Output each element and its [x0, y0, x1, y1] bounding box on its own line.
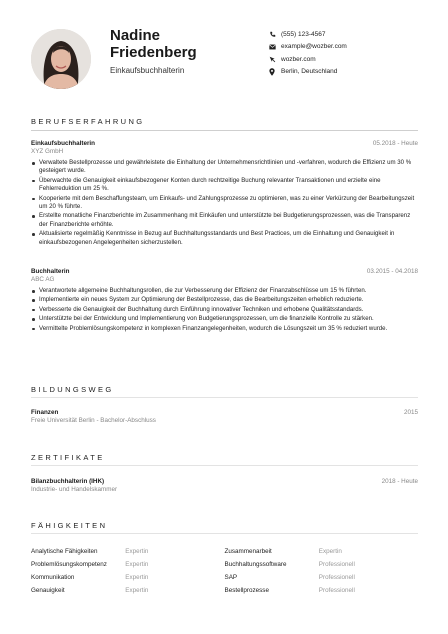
list-item: Unterstützte bei der Entwicklung und Implementierung von Budgetierungsprozessen, um die finanzielle Kontrolle zu stärken. — [39, 315, 418, 323]
section-title-education: BILDUNGSWEG — [31, 385, 114, 394]
profile-photo — [31, 29, 91, 89]
contact-phone[interactable] — [267, 28, 437, 41]
list-item: Verwaltete Bestellprozesse und gewährleistete die Einhaltung der Unternehmensrichtlinien und -verfahren, wodurch die Effizienz um 30 % gesteigert wurde. — [39, 159, 418, 176]
list-item: Überwachte die Genauigkeit einkaufsbezogener Konten durch rechtzeitige Buchung relevanter Transaktionen und erzielte eine Fehlerreduktion um 25 %. — [39, 177, 418, 194]
education-institution: Freie Universität Berlin - Bachelor-Abschluss — [31, 417, 156, 424]
section-divider — [31, 533, 418, 534]
skill-level: Expertin — [125, 548, 149, 555]
experience-company: ABC AG — [31, 276, 55, 283]
skill-name: Zusammenarbeit — [224, 548, 272, 555]
skill-row — [31, 584, 418, 597]
skill-level: Expertin — [125, 574, 149, 581]
name-first: Nadine — [110, 27, 161, 44]
experience-company: XYZ GmbH — [31, 148, 64, 155]
list-item: Erstellte monatliche Finanzberichte im Zusammenhang mit Einkäufen und unterstützte bei Budgetierungsprozessen, was die Transparenz der Finanzberichte erhöhte. — [39, 212, 418, 229]
education-entry — [31, 409, 418, 424]
skill-row — [31, 571, 418, 584]
list-item: Aktualisierte regelmäßig Kenntnisse in Bezug auf Buchhaltungsstandards und Best Practices, um die Einhaltung und Genauigkeit in einkaufsbezogenen Angelegenheiten sicherzustellen. — [39, 230, 418, 247]
section-title-experience: BERUFSERFAHRUNG — [31, 117, 145, 126]
list-item: Implementierte ein neues System zur Optimierung der Bestellprozesse, das die Bearbeitungszeiten erheblich reduzierte. — [39, 296, 418, 304]
list-item: Vermittelte Problemlösungskompetenz in komplexen Finanzangelegenheiten, wodurch die Lösungszeit um 35 % reduziert wurde. — [39, 325, 418, 333]
section-divider — [31, 465, 418, 466]
experience-bullets — [31, 159, 418, 247]
name-last: Friedenberg — [110, 44, 197, 61]
skills-grid — [31, 545, 418, 597]
experience-entry — [31, 268, 418, 334]
contact-website-text: wozber.com — [281, 55, 316, 63]
skill-level: Professionell — [318, 561, 355, 568]
contact-list — [267, 28, 437, 78]
skill-name: Buchhaltungssoftware — [224, 561, 287, 568]
section-title-certificates: ZERTIFIKATE — [31, 453, 105, 462]
skill-name: Kommunikation — [31, 574, 75, 581]
portrait-image — [31, 29, 91, 89]
skill-name: Analytische Fähigkeiten — [31, 548, 98, 555]
skill-level: Expertin — [125, 587, 149, 594]
section-divider — [31, 397, 418, 398]
education-date: 2015 — [403, 409, 418, 416]
experience-bullets — [31, 287, 418, 333]
skill-name: SAP — [224, 574, 238, 581]
skill-level: Professionell — [318, 587, 355, 594]
experience-title: Buchhalterin — [31, 268, 70, 275]
list-item: Kooperierte mit dem Beschaffungsteam, um Einkaufs- und Zahlungsprozesse zu optimieren, was zu einer Verkürzung der Bearbeitungszeit um 20 % führte. — [39, 195, 418, 212]
certificate-entry — [31, 478, 418, 493]
section-divider — [31, 130, 418, 131]
skill-level: Expertin — [125, 561, 149, 568]
certificate-issuer: Industrie- und Handelskammer — [31, 486, 118, 493]
contact-email-text: example@wozber.com — [281, 43, 347, 51]
experience-dates: 05.2018 - Heute — [372, 140, 418, 147]
skill-row — [31, 558, 418, 571]
job-title: Einkaufsbuchhalterin — [110, 66, 185, 75]
contact-email[interactable] — [267, 41, 437, 54]
contact-phone-text: (555) 123-4567 — [281, 30, 326, 38]
education-title: Finanzen — [31, 409, 59, 416]
contact-location-text: Berlin, Deutschland — [281, 68, 338, 76]
skill-level: Professionell — [318, 574, 355, 581]
list-item: Verantwortete allgemeine Buchhaltungsrollen, die zur Verbesserung der Effizienz der Finanzabschlüsse um 15 % führten. — [39, 287, 418, 295]
link-icon — [267, 56, 277, 63]
candidate-name — [110, 27, 250, 61]
contact-website[interactable] — [267, 53, 437, 66]
phone-icon — [267, 31, 277, 38]
certificate-title: Bilanzbuchhalterin (IHK) — [31, 478, 105, 485]
experience-title: Einkaufsbuchhalterin — [31, 140, 96, 147]
experience-entry — [31, 140, 418, 248]
location-icon — [267, 68, 277, 76]
certificate-date: 2018 - Heute — [381, 478, 418, 485]
skill-row — [31, 545, 418, 558]
skill-name: Problemlösungskompetenz — [31, 561, 107, 568]
section-title-skills: FÄHIGKEITEN — [31, 521, 108, 530]
skill-level: Expertin — [318, 548, 342, 555]
skill-name: Bestellprozesse — [224, 587, 269, 594]
list-item: Verbesserte die Genauigkeit der Buchhaltung durch Einführung innovativer Techniken und erhobene Qualitätsstandards. — [39, 306, 418, 314]
contact-location — [267, 66, 437, 79]
skill-name: Genauigkeit — [31, 587, 65, 594]
experience-dates: 03.2015 - 04.2018 — [366, 268, 418, 275]
mail-icon — [267, 44, 277, 50]
